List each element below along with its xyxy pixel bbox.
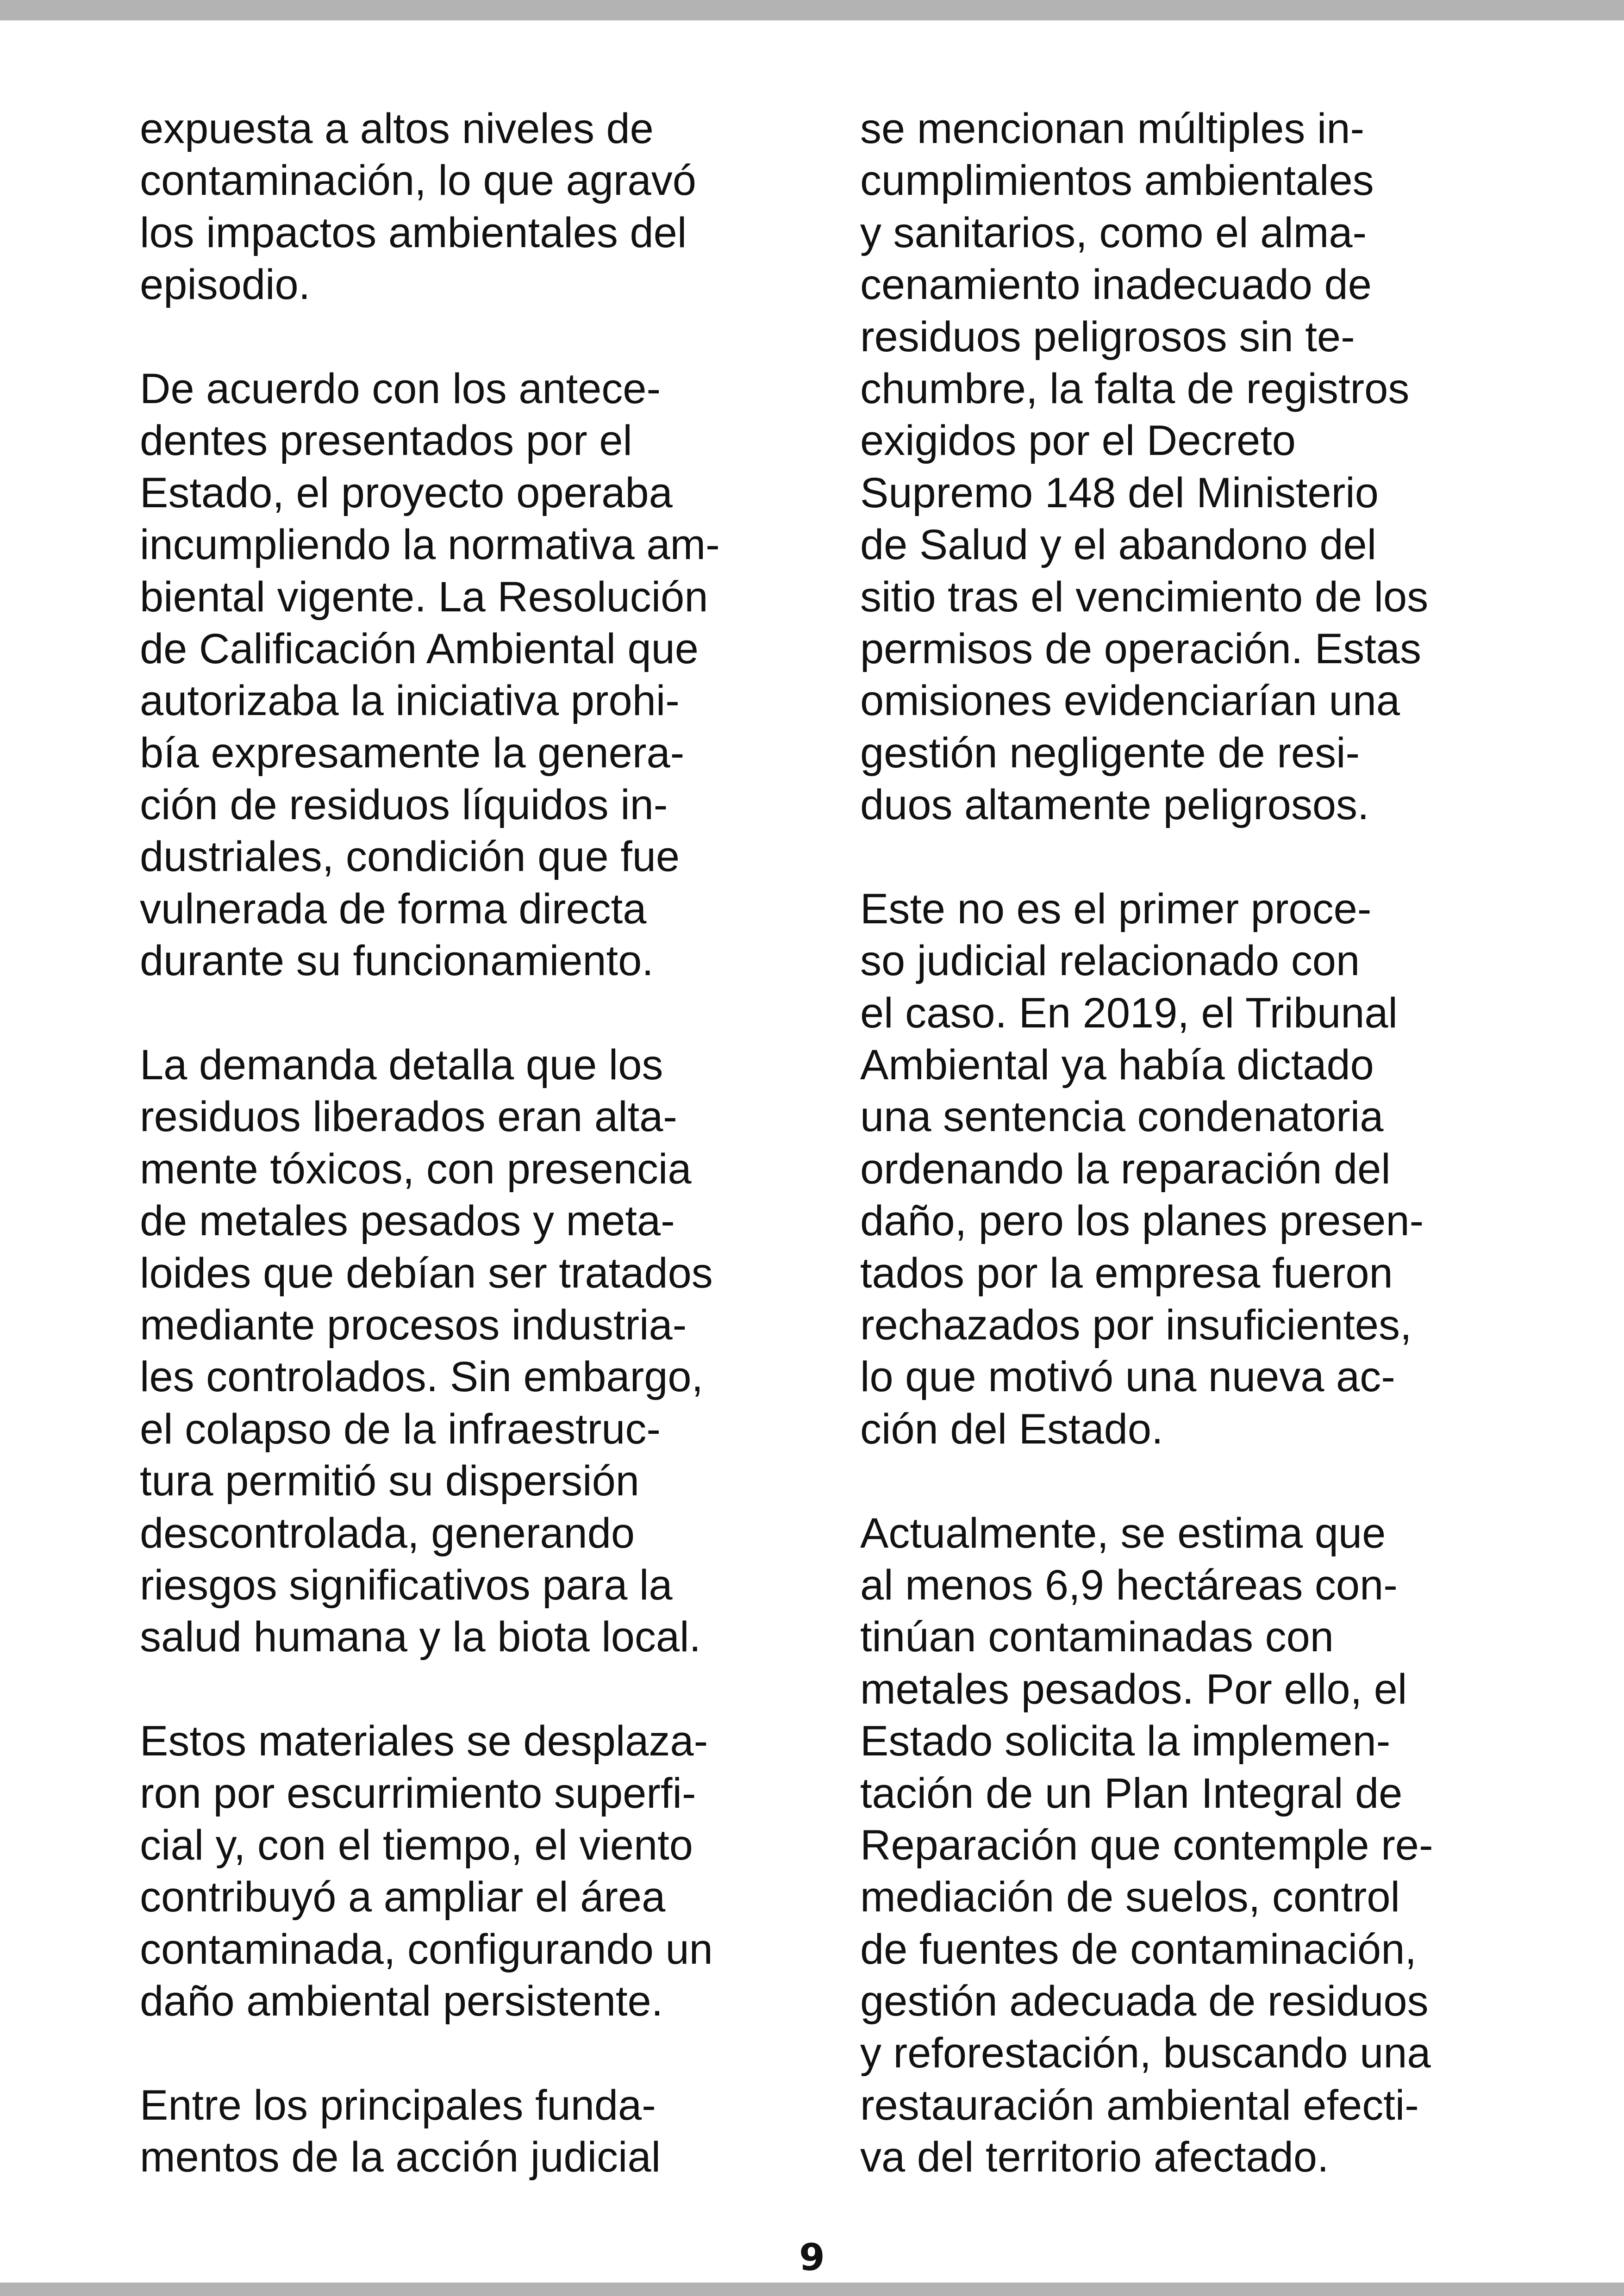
text-line: de Calificación Ambiental que bbox=[140, 625, 699, 672]
text-line: rechazados por insuficientes, bbox=[860, 1301, 1412, 1349]
text-line: episodio. bbox=[140, 261, 311, 309]
paragraph bbox=[140, 1715, 788, 2027]
text-line: expuesta a altos niveles de bbox=[140, 105, 654, 152]
text-line: ordenando la reparación del bbox=[860, 1145, 1391, 1193]
text-line: daño, pero los planes presen- bbox=[860, 1197, 1424, 1245]
text-line: una sentencia condenatoria bbox=[860, 1093, 1384, 1141]
paragraph-spacer bbox=[140, 311, 788, 363]
paragraph bbox=[140, 2079, 788, 2184]
text-line: tinúan contaminadas con bbox=[860, 1613, 1334, 1661]
text-line: contaminación, lo que agravó bbox=[140, 157, 696, 205]
text-line: Supremo 148 del Ministerio bbox=[860, 469, 1379, 516]
text-line: Reparación que contemple re- bbox=[860, 1821, 1433, 1869]
bottom-border-bar bbox=[0, 2283, 1624, 2296]
text-line: so judicial relacionado con bbox=[860, 937, 1360, 985]
text-line: Estado solicita la implemen- bbox=[860, 1717, 1391, 1765]
text-line: ron por escurrimiento superfi- bbox=[140, 1769, 696, 1817]
text-line: gestión negligente de resi- bbox=[860, 729, 1360, 777]
paragraph bbox=[140, 1039, 788, 1663]
paragraph-spacer bbox=[860, 1455, 1508, 1507]
text-line: exigidos por el Decreto bbox=[860, 417, 1296, 465]
text-line: tación de un Plan Integral de bbox=[860, 1769, 1403, 1817]
text-line: bía expresamente la genera- bbox=[140, 729, 685, 777]
text-line: los impactos ambientales del bbox=[140, 209, 687, 256]
text-line: les controlados. Sin embargo, bbox=[140, 1353, 704, 1401]
text-line: ción del Estado. bbox=[860, 1405, 1163, 1453]
text-line: De acuerdo con los antece- bbox=[140, 365, 661, 412]
text-line: dustriales, condición que fue bbox=[140, 833, 680, 881]
text-line: permisos de operación. Estas bbox=[860, 625, 1421, 672]
text-line: durante su funcionamiento. bbox=[140, 937, 654, 985]
text-line: Estos materiales se desplaza- bbox=[140, 1717, 708, 1765]
text-line: mediante procesos industria- bbox=[140, 1301, 687, 1349]
text-line: omisiones evidenciarían una bbox=[860, 677, 1400, 725]
paragraph bbox=[860, 1507, 1508, 2184]
top-border-bar bbox=[0, 0, 1624, 20]
text-line: mentos de la acción judicial bbox=[140, 2134, 661, 2181]
text-line: cumplimientos ambientales bbox=[860, 157, 1374, 205]
text-line: gestión adecuada de residuos bbox=[860, 1978, 1429, 2025]
text-line: Estado, el proyecto operaba bbox=[140, 469, 673, 516]
text-line: va del territorio afectado. bbox=[860, 2134, 1329, 2181]
text-line: salud humana y la biota local. bbox=[140, 1613, 701, 1661]
text-line: de Salud y el abandono del bbox=[860, 521, 1377, 569]
text-line: cial y, con el tiempo, el viento bbox=[140, 1821, 693, 1869]
text-line: dentes presentados por el bbox=[140, 417, 632, 465]
text-line: Este no es el primer proce- bbox=[860, 885, 1372, 933]
text-line: metales pesados. Por ello, el bbox=[860, 1665, 1407, 1713]
paragraph bbox=[140, 103, 788, 311]
text-line: se mencionan múltiples in- bbox=[860, 105, 1365, 152]
text-line: incumpliendo la normativa am- bbox=[140, 521, 720, 569]
text-line: y reforestación, buscando una bbox=[860, 2029, 1431, 2077]
text-line: al menos 6,9 hectáreas con- bbox=[860, 1561, 1398, 1609]
text-line: el colapso de la infraestruc- bbox=[140, 1405, 661, 1453]
paragraph-spacer bbox=[140, 1663, 788, 1715]
paragraph bbox=[860, 883, 1508, 1455]
page-number: 9 bbox=[799, 2236, 825, 2279]
text-line: ción de residuos líquidos in- bbox=[140, 781, 668, 829]
text-line: biental vigente. La Resolución bbox=[140, 573, 708, 621]
text-line: contribuyó a ampliar el área bbox=[140, 1873, 666, 1921]
text-line: Actualmente, se estima que bbox=[860, 1509, 1386, 1557]
text-line: de fuentes de contaminación, bbox=[860, 1925, 1417, 1973]
text-line: sitio tras el vencimiento de los bbox=[860, 573, 1429, 621]
paragraph bbox=[860, 103, 1508, 831]
text-line: daño ambiental persistente. bbox=[140, 1978, 663, 2025]
text-line: lo que motivó una nueva ac- bbox=[860, 1353, 1395, 1401]
text-line: duos altamente peligrosos. bbox=[860, 781, 1369, 829]
text-line: el caso. En 2019, el Tribunal bbox=[860, 989, 1398, 1037]
text-line: descontrolada, generando bbox=[140, 1509, 635, 1557]
text-line: residuos peligrosos sin te- bbox=[860, 313, 1355, 361]
text-line: mente tóxicos, con presencia bbox=[140, 1145, 692, 1193]
text-line: restauración ambiental efecti- bbox=[860, 2081, 1419, 2129]
text-line: chumbre, la falta de registros bbox=[860, 365, 1410, 412]
text-line: loides que debían ser tratados bbox=[140, 1249, 713, 1297]
text-line: vulnerada de forma directa bbox=[140, 885, 647, 933]
text-line: y sanitarios, como el alma- bbox=[860, 209, 1367, 256]
paragraph-spacer bbox=[140, 2027, 788, 2079]
text-line: tados por la empresa fueron bbox=[860, 1249, 1393, 1297]
paragraph bbox=[140, 363, 788, 987]
text-line: Entre los principales funda- bbox=[140, 2081, 656, 2129]
text-line: tura permitió su dispersión bbox=[140, 1457, 639, 1505]
text-line: residuos liberados eran alta- bbox=[140, 1093, 677, 1141]
right-column bbox=[860, 103, 1508, 2184]
text-line: Ambiental ya había dictado bbox=[860, 1041, 1374, 1089]
text-line: mediación de suelos, control bbox=[860, 1873, 1400, 1921]
text-line: contaminada, configurando un bbox=[140, 1925, 713, 1973]
text-line: La demanda detalla que los bbox=[140, 1041, 663, 1089]
text-line: de metales pesados y meta- bbox=[140, 1197, 675, 1245]
text-line: riesgos significativos para la bbox=[140, 1561, 673, 1609]
left-column bbox=[140, 103, 788, 2184]
paragraph-spacer bbox=[140, 987, 788, 1039]
text-line: cenamiento inadecuado de bbox=[860, 261, 1372, 309]
text-line: autorizaba la iniciativa prohi- bbox=[140, 677, 680, 725]
paragraph-spacer bbox=[860, 831, 1508, 883]
